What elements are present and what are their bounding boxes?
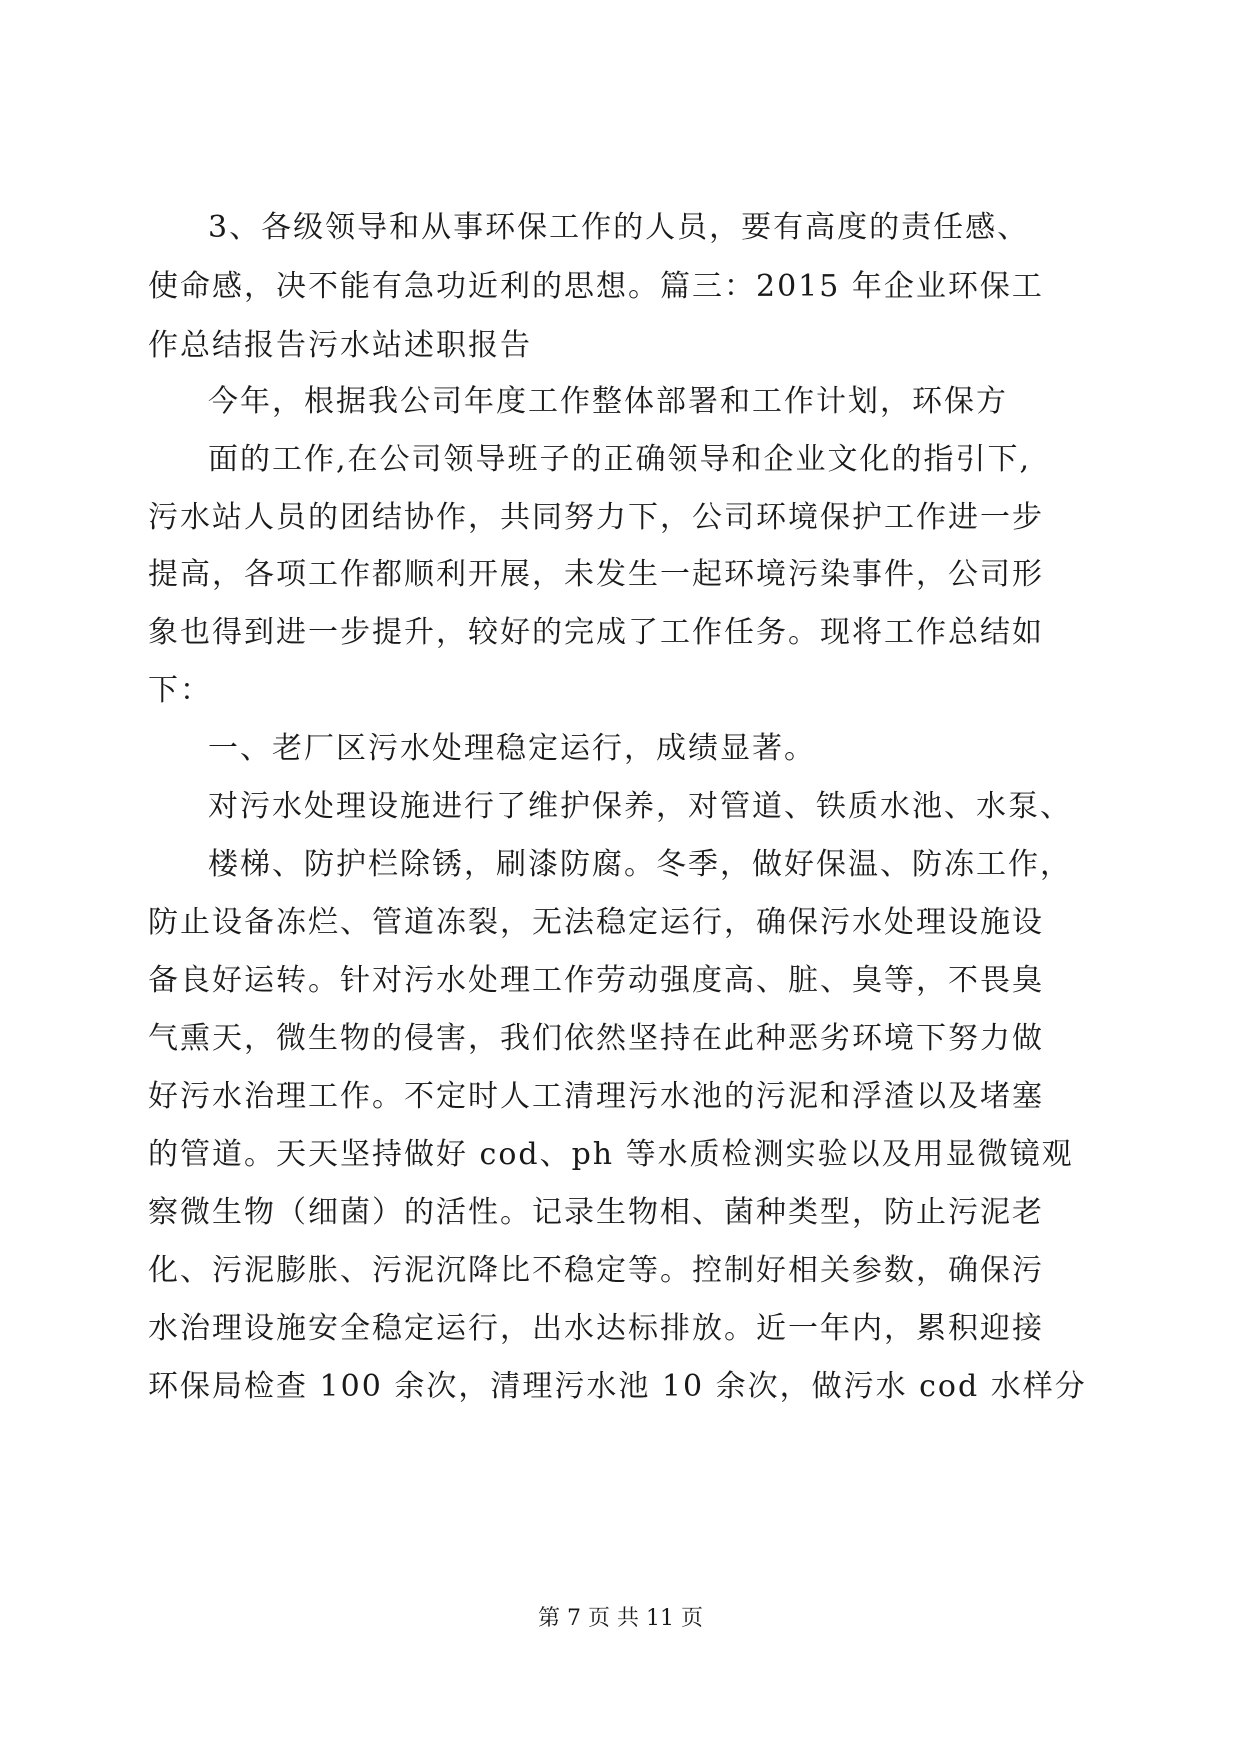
text-line: 好污水治理工作。不定时人工清理污水池的污泥和浮渣以及堵塞 [148, 1079, 1044, 1114]
text-line: 下： [148, 673, 212, 708]
text-line: 今年，根据我公司年度工作整体部署和工作计划，环保方 [208, 384, 1008, 419]
text-line: 面的工作,在公司领导班子的正确领导和企业文化的指引下, [208, 442, 1032, 477]
text-line: 化、污泥膨胀、污泥沉降比不稳定等。控制好相关参数，确保污 [148, 1253, 1044, 1288]
text-line: 污水站人员的团结协作，共同努力下，公司环境保护工作进一步 [148, 500, 1044, 535]
section-heading: 一、老厂区污水处理稳定运行，成绩显著。 [208, 731, 816, 766]
text-line: 使命感，决不能有急功近利的思想。篇三：2015 年企业环保工 [148, 269, 1044, 304]
text-line: 提高，各项工作都顺利开展，未发生一起环境污染事件，公司形 [148, 557, 1044, 592]
text-line: 气熏天，微生物的侵害，我们依然坚持在此种恶劣环境下努力做 [148, 1021, 1044, 1056]
text-line: 象也得到进一步提升，较好的完成了工作任务。现将工作总结如 [148, 615, 1044, 650]
text-line: 察微生物（细菌）的活性。记录生物相、菌种类型，防止污泥老 [148, 1195, 1044, 1230]
text-line: 的管道。天天坚持做好 cod、ph 等水质检测实验以及用显微镜观 [148, 1137, 1074, 1172]
text-line: 作总结报告污水站述职报告 [148, 328, 532, 363]
text-line: 水治理设施安全稳定运行，出水达标排放。近一年内，累积迎接 [148, 1311, 1044, 1346]
text-line: 对污水处理设施进行了维护保养，对管道、铁质水池、水泵、 [208, 789, 1072, 824]
text-line: 3、各级领导和从事环保工作的人员，要有高度的责任感、 [208, 210, 1030, 245]
page-footer: 第 7 页 共 11 页 [538, 1606, 703, 1631]
text-line: 防止设备冻烂、管道冻裂，无法稳定运行，确保污水处理设施设 [148, 905, 1044, 940]
text-line: 备良好运转。针对污水处理工作劳动强度高、脏、臭等，不畏臭 [148, 963, 1044, 998]
text-line: 环保局检查 100 余次，清理污水池 10 余次，做污水 cod 水样分 [148, 1369, 1087, 1404]
text-line: 楼梯、防护栏除锈，刷漆防腐。冬季，做好保温、防冻工作， [208, 847, 1072, 882]
